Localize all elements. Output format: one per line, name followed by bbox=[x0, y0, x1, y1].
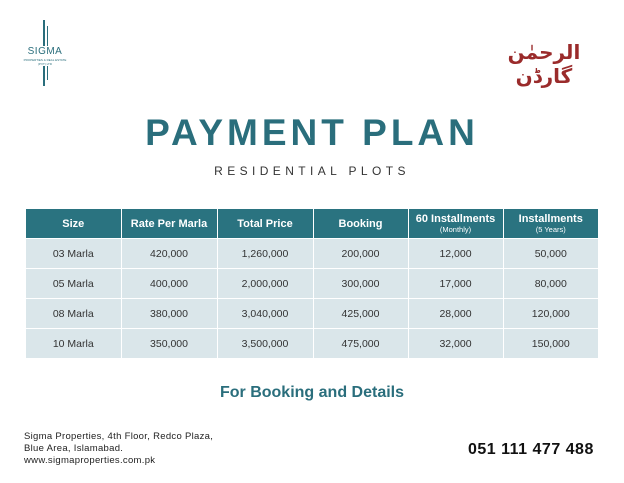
address-line: Sigma Properties, 4th Floor, Redco Plaza, bbox=[24, 431, 214, 442]
cell-size: 05 Marla bbox=[26, 269, 121, 299]
payment-plan-table bbox=[26, 209, 598, 358]
cell-rate: 420,000 bbox=[121, 239, 217, 269]
table-row bbox=[26, 239, 598, 269]
col-header-sub: (5 Years) bbox=[535, 225, 566, 234]
sigma-logo bbox=[22, 20, 68, 86]
col-header-size: Size bbox=[26, 209, 121, 239]
booking-cta: For Booking and Details bbox=[219, 384, 404, 401]
cell-booking: 425,000 bbox=[313, 299, 408, 329]
cell-size: 08 Marla bbox=[26, 299, 121, 329]
page-subtitle: RESIDENTIAL PLOTS bbox=[214, 164, 410, 178]
cell-size: 03 Marla bbox=[26, 239, 121, 269]
table-header-row bbox=[26, 209, 598, 239]
cell-rate: 380,000 bbox=[121, 299, 217, 329]
cell-rate: 400,000 bbox=[121, 269, 217, 299]
cell-size: 10 Marla bbox=[26, 329, 121, 359]
cell-rate: 350,000 bbox=[121, 329, 217, 359]
sigma-logo-tagline: PROPERTIES & REAL ESTATE (PVT) LTD bbox=[23, 58, 67, 66]
col-header-60-installments: 60 Installments (Monthly) bbox=[408, 209, 503, 239]
col-header-rate: Rate Per Marla bbox=[121, 209, 217, 239]
cell-monthly: 28,000 bbox=[408, 299, 503, 329]
col-header-total-price: Total Price bbox=[217, 209, 313, 239]
table-row bbox=[26, 269, 598, 299]
col-header-booking: Booking bbox=[313, 209, 408, 239]
cell-monthly: 12,000 bbox=[408, 239, 503, 269]
cell-booking: 475,000 bbox=[313, 329, 408, 359]
table-row bbox=[26, 299, 598, 329]
project-logo-urdu: الرحمٰن گارڈن bbox=[507, 40, 581, 88]
cell-installments: 150,000 bbox=[503, 329, 598, 359]
cell-total-price: 2,000,000 bbox=[217, 269, 313, 299]
table-row bbox=[26, 329, 598, 359]
address-line: Blue Area, Islamabad. bbox=[24, 443, 124, 454]
cell-booking: 300,000 bbox=[313, 269, 408, 299]
cell-total-price: 3,500,000 bbox=[217, 329, 313, 359]
cell-total-price: 3,040,000 bbox=[217, 299, 313, 329]
contact-address bbox=[24, 431, 284, 467]
cell-installments: 80,000 bbox=[503, 269, 598, 299]
sigma-logo-name: SIGMA bbox=[22, 46, 68, 58]
cell-total-price: 1,260,000 bbox=[217, 239, 313, 269]
col-header-installments: Installments (5 Years) bbox=[503, 209, 598, 239]
cell-booking: 200,000 bbox=[313, 239, 408, 269]
cell-monthly: 17,000 bbox=[408, 269, 503, 299]
phone-number[interactable]: 051 111 477 488 bbox=[468, 441, 594, 458]
website-link[interactable]: www.sigmaproperties.com.pk bbox=[24, 455, 156, 466]
col-header-sub: (Monthly) bbox=[439, 225, 472, 234]
page-title: PAYMENT PLAN bbox=[145, 112, 479, 153]
cell-installments: 120,000 bbox=[503, 299, 598, 329]
cell-monthly: 32,000 bbox=[408, 329, 503, 359]
cell-installments: 50,000 bbox=[503, 239, 598, 269]
